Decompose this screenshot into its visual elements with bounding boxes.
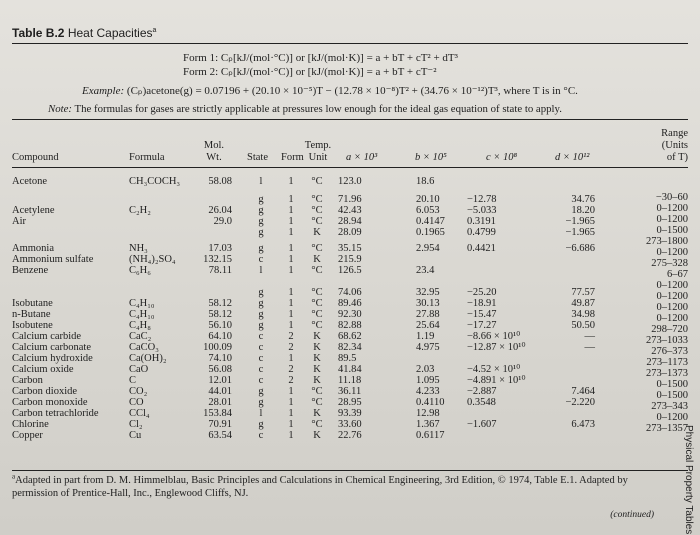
cell-state: c xyxy=(258,342,264,353)
cell-d: 18.20 xyxy=(571,205,595,216)
cell-state: c xyxy=(258,331,264,342)
cell-name: Carbon monoxide xyxy=(12,397,88,408)
header-range-of-t: of T) xyxy=(666,152,688,163)
range-value: 0–1200 xyxy=(656,412,688,423)
cell-mw: 26.04 xyxy=(208,205,232,216)
note-text: The formulas for gases are strictly applicable at pressures low enough for the ideal gas equation of state to apply. xyxy=(74,103,562,115)
cell-name: Isobutene xyxy=(12,320,53,331)
cell-b: 6.053 xyxy=(416,205,440,216)
cell-name: Benzene xyxy=(12,265,49,276)
range-value: −30–60 xyxy=(655,192,688,203)
cell-unit: K xyxy=(313,254,321,265)
cell-unit: °C xyxy=(311,397,323,408)
cell-name: Calcium oxide xyxy=(12,364,74,375)
cell-formula: C₄H₁₀ xyxy=(129,298,155,309)
table-row xyxy=(0,287,700,298)
cell-b: 2.954 xyxy=(416,243,440,254)
cell-name: Acetone xyxy=(12,176,47,187)
cell-form: 1 xyxy=(288,265,294,276)
header-form: Form xyxy=(281,152,304,163)
table-row xyxy=(0,309,700,320)
cell-unit: K xyxy=(313,342,321,353)
table-row xyxy=(0,194,700,205)
range-value: 273–1357 xyxy=(646,423,688,434)
table-row xyxy=(0,419,700,430)
header-unit: Unit xyxy=(308,152,328,163)
cell-unit: K xyxy=(313,375,321,386)
cell-d: −2.220 xyxy=(565,397,595,408)
cell-a: 28.95 xyxy=(338,397,362,408)
cell-c: 0.3548 xyxy=(467,397,496,408)
table-row xyxy=(0,298,700,309)
cell-b: 18.6 xyxy=(416,176,435,187)
cell-form: 1 xyxy=(288,194,294,205)
cell-formula: Cu xyxy=(129,430,142,441)
cell-unit: K xyxy=(313,408,321,419)
cell-b: 12.98 xyxy=(416,408,440,419)
cell-form: 1 xyxy=(288,254,294,265)
cell-b: 30.13 xyxy=(416,298,440,309)
cell-state: g xyxy=(258,194,264,205)
table-row xyxy=(0,227,700,238)
cell-a: 71.96 xyxy=(338,194,362,205)
range-value: 273–1173 xyxy=(646,357,688,368)
cell-unit: K xyxy=(313,227,321,238)
header-wt: Wt. xyxy=(206,152,222,163)
cell-formula: C₄H₈ xyxy=(129,320,151,331)
note-label: Note: xyxy=(48,103,72,115)
cell-d: — xyxy=(584,331,595,342)
cell-a: 28.09 xyxy=(338,227,362,238)
header-state: State xyxy=(247,152,268,163)
cell-d: 6.473 xyxy=(571,419,595,430)
cell-c: −4.891 × 10¹⁰ xyxy=(467,375,526,386)
cell-formula: NH₃ xyxy=(129,243,148,254)
cell-unit: °C xyxy=(311,205,323,216)
header-mol: Mol. xyxy=(203,140,225,151)
cell-b: 0.6117 xyxy=(416,430,445,441)
cell-mw: 70.91 xyxy=(208,419,232,430)
cell-state: l xyxy=(259,265,263,276)
cell-form: 1 xyxy=(288,205,294,216)
cell-a: 126.5 xyxy=(338,265,362,276)
cell-form: 1 xyxy=(288,243,294,254)
cell-formula: (NH₄)₂SO₄ xyxy=(129,254,176,265)
cell-c: 0.3191 xyxy=(467,216,496,227)
cell-form: 1 xyxy=(288,386,294,397)
note xyxy=(48,103,562,115)
cell-unit: °C xyxy=(311,265,323,276)
cell-d: 49.87 xyxy=(571,298,595,309)
top-rule xyxy=(12,43,688,44)
cell-name: Calcium carbide xyxy=(12,331,82,342)
cell-mw: 56.08 xyxy=(208,364,232,375)
range-value: 0–1200 xyxy=(656,291,688,302)
range-value: 6–67 xyxy=(667,269,688,280)
cell-b: 23.4 xyxy=(416,265,435,276)
cell-c: −15.47 xyxy=(467,309,497,320)
cell-state: c xyxy=(258,353,264,364)
cell-mw: 100.09 xyxy=(203,342,232,353)
cell-a: 215.9 xyxy=(338,254,362,265)
cell-mw: 17.03 xyxy=(208,243,232,254)
cell-b: 0.4110 xyxy=(416,397,445,408)
table-row xyxy=(0,331,700,342)
cell-name: Calcium hydroxide xyxy=(12,353,93,364)
cell-formula: C₄H₁₀ xyxy=(129,309,155,320)
cell-name: Copper xyxy=(12,430,43,441)
range-value: 276–373 xyxy=(651,346,688,357)
cell-mw: 153.84 xyxy=(203,408,232,419)
cell-formula: Ca(OH)₂ xyxy=(129,353,167,364)
header-a: a × 10³ xyxy=(346,152,378,163)
cell-unit: K xyxy=(313,353,321,364)
cell-state: g xyxy=(258,320,264,331)
cell-form: 2 xyxy=(288,331,294,342)
header-range-units: (Units xyxy=(661,140,688,151)
cell-state: g xyxy=(258,243,264,254)
cell-formula: C xyxy=(129,375,137,386)
range-value: 0–1200 xyxy=(656,247,688,258)
range-value: 0–1200 xyxy=(656,214,688,225)
range-value: 0–1200 xyxy=(656,280,688,291)
cell-form: 1 xyxy=(288,397,294,408)
cell-formula: CH₃COCH₃ xyxy=(129,176,181,187)
cell-form: 1 xyxy=(288,320,294,331)
cell-d: 34.98 xyxy=(571,309,595,320)
cell-state: c xyxy=(258,430,264,441)
cell-unit: K xyxy=(313,364,321,375)
table-row xyxy=(0,397,700,408)
cell-name: Carbon dioxide xyxy=(12,386,78,397)
cell-form: 1 xyxy=(288,430,294,441)
cell-form: 2 xyxy=(288,342,294,353)
range-value: 275–328 xyxy=(651,258,688,269)
cell-mw: 28.01 xyxy=(208,397,232,408)
cell-d: −6.686 xyxy=(565,243,595,254)
cell-b: 4.233 xyxy=(416,386,440,397)
cell-a: 74.06 xyxy=(338,287,362,298)
cell-form: 1 xyxy=(288,227,294,238)
cell-mw: 58.08 xyxy=(208,176,232,187)
cell-mw: 56.10 xyxy=(208,320,232,331)
cell-c: −18.91 xyxy=(467,298,497,309)
cell-mw: 132.15 xyxy=(203,254,232,265)
table-row xyxy=(0,408,700,419)
cell-formula: CO₂ xyxy=(129,386,148,397)
cell-c: −5.033 xyxy=(467,205,497,216)
range-value: 0–1500 xyxy=(656,225,688,236)
header-formula: Formula xyxy=(129,152,165,163)
table-row xyxy=(0,430,700,441)
cell-state: g xyxy=(258,298,264,309)
cell-a: 123.0 xyxy=(338,176,362,187)
sidebar-section-title: Physical Property Tables xyxy=(683,425,694,535)
cell-a: 33.60 xyxy=(338,419,362,430)
cell-name: Isobutane xyxy=(12,298,53,309)
range-value: 0–1200 xyxy=(656,302,688,313)
cell-name: Ammonia xyxy=(12,243,54,254)
table-row xyxy=(0,353,700,364)
range-value: 0–1500 xyxy=(656,390,688,401)
cell-mw: 74.10 xyxy=(208,353,232,364)
cell-b: 27.88 xyxy=(416,309,440,320)
header-d: d × 10¹² xyxy=(555,152,590,163)
cell-d: −1.965 xyxy=(565,227,595,238)
header-top-rule xyxy=(12,119,688,120)
cell-form: 1 xyxy=(288,216,294,227)
cell-state: l xyxy=(259,408,263,419)
footnote-mark: a xyxy=(12,472,16,481)
cell-state: g xyxy=(258,287,264,298)
cell-c: −4.52 × 10¹⁰ xyxy=(467,364,521,375)
range-value: 298–720 xyxy=(651,324,688,335)
table-row xyxy=(0,243,700,254)
cell-form: 1 xyxy=(288,176,294,187)
cell-state: g xyxy=(258,397,264,408)
cell-b: 1.095 xyxy=(416,375,440,386)
cell-state: g xyxy=(258,227,264,238)
cell-unit: °C xyxy=(311,419,323,430)
cell-b: 32.95 xyxy=(416,287,440,298)
cell-name: Carbon tetrachloride xyxy=(12,408,99,419)
form1-formula: Form 1: Cₚ[kJ/(mol·°C)] or [kJ/(mol·K)] = a + bT + cT² + dT³ xyxy=(183,52,458,64)
cell-a: 41.84 xyxy=(338,364,362,375)
range-value: 273–1033 xyxy=(646,335,688,346)
cell-state: g xyxy=(258,419,264,430)
cell-unit: °C xyxy=(311,216,323,227)
cell-a: 22.76 xyxy=(338,430,362,441)
cell-name: Ammonium sulfate xyxy=(12,254,94,265)
cell-c: −2.887 xyxy=(467,386,497,397)
cell-c: −1.607 xyxy=(467,419,497,430)
cell-formula: C₆H₆ xyxy=(129,265,151,276)
cell-name: Calcium carbonate xyxy=(12,342,92,353)
cell-mw: 29.0 xyxy=(213,216,232,227)
cell-unit: °C xyxy=(311,176,323,187)
cell-d: −1.965 xyxy=(565,216,595,227)
table-row xyxy=(0,265,700,276)
cell-c: 0.4799 xyxy=(467,227,496,238)
table-row xyxy=(0,176,700,187)
cell-form: 2 xyxy=(288,364,294,375)
cell-a: 82.88 xyxy=(338,320,362,331)
cell-unit: °C xyxy=(311,287,323,298)
cell-c: −8.66 × 10¹⁰ xyxy=(467,331,521,342)
cell-d: — xyxy=(584,342,595,353)
cell-unit: °C xyxy=(311,298,323,309)
table-name: Heat Capacities xyxy=(67,26,153,40)
cell-b: 0.1965 xyxy=(416,227,445,238)
table-title-footnote-mark: a xyxy=(152,27,157,34)
header-bottom-rule xyxy=(12,167,688,168)
cell-name: n-Butane xyxy=(12,309,51,320)
example-formula xyxy=(82,84,578,97)
cell-state: g xyxy=(258,216,264,227)
cell-state: l xyxy=(259,176,263,187)
cell-form: 1 xyxy=(288,287,294,298)
bottom-rule xyxy=(12,470,688,471)
header-temp: Temp. xyxy=(304,140,332,151)
cell-mw: 12.01 xyxy=(208,375,232,386)
cell-state: g xyxy=(258,386,264,397)
header-range: Range xyxy=(661,128,688,139)
cell-c: 0.4421 xyxy=(467,243,496,254)
cell-state: c xyxy=(258,375,264,386)
cell-d: 34.76 xyxy=(571,194,595,205)
cell-mw: 44.01 xyxy=(208,386,232,397)
range-value: 0–1500 xyxy=(656,379,688,390)
table-number: Table B.2 xyxy=(12,26,65,40)
cell-formula: CaCO₃ xyxy=(129,342,159,353)
cell-mw: 78.11 xyxy=(208,265,232,276)
header-c: c × 10⁸ xyxy=(486,152,518,163)
cell-formula: C₂H₂ xyxy=(129,205,151,216)
cell-a: 89.46 xyxy=(338,298,362,309)
header-b: b × 10⁵ xyxy=(415,152,447,163)
cell-form: 1 xyxy=(288,408,294,419)
table-row xyxy=(0,364,700,375)
cell-d: 77.57 xyxy=(571,287,595,298)
cell-form: 2 xyxy=(288,375,294,386)
cell-name: Acetylene xyxy=(12,205,55,216)
cell-mw: 64.10 xyxy=(208,331,232,342)
form2-formula: Form 2: Cₚ[kJ/(mol·°C)] or [kJ/(mol·K)] = a + bT + cT⁻² xyxy=(183,66,437,78)
range-value: 273–1800 xyxy=(646,236,688,247)
footnote-text: Adapted in part from D. M. Himmelblau, Basic Principles and Calculations in Chemical Engineering, 3rd Edition, © 1974, Table E.1. Adapted by permission of Prentice-Hall, Inc., Englewood Cliffs, NJ. xyxy=(12,475,628,499)
cell-unit: K xyxy=(313,430,321,441)
cell-name: Carbon xyxy=(12,375,43,386)
table-row xyxy=(0,342,700,353)
cell-formula: CCl₄ xyxy=(129,408,150,419)
cell-state: c xyxy=(258,364,264,375)
cell-c: −12.87 × 10¹⁰ xyxy=(467,342,526,353)
cell-form: 1 xyxy=(288,353,294,364)
table-row xyxy=(0,216,700,227)
table-title xyxy=(12,26,156,40)
cell-b: 4.975 xyxy=(416,342,440,353)
cell-a: 93.39 xyxy=(338,408,362,419)
cell-form: 1 xyxy=(288,419,294,430)
cell-unit: °C xyxy=(311,194,323,205)
cell-formula: CaO xyxy=(129,364,149,375)
cell-b: 1.367 xyxy=(416,419,440,430)
cell-b: 20.10 xyxy=(416,194,440,205)
range-value: 273–343 xyxy=(651,401,688,412)
cell-form: 1 xyxy=(288,298,294,309)
cell-unit: K xyxy=(313,331,321,342)
cell-c: −12.78 xyxy=(467,194,497,205)
continued-label: (continued) xyxy=(610,510,654,520)
cell-formula: CaC₂ xyxy=(129,331,152,342)
cell-name: Chlorine xyxy=(12,419,49,430)
cell-mw: 58.12 xyxy=(208,309,232,320)
cell-d: 7.464 xyxy=(571,386,595,397)
cell-mw: 63.54 xyxy=(208,430,232,441)
table-row xyxy=(0,375,700,386)
table-row xyxy=(0,386,700,397)
cell-c: −25.20 xyxy=(467,287,497,298)
cell-a: 42.43 xyxy=(338,205,362,216)
cell-mw: 58.12 xyxy=(208,298,232,309)
cell-a: 35.15 xyxy=(338,243,362,254)
range-value: 273–1373 xyxy=(646,368,688,379)
cell-unit: °C xyxy=(311,320,323,331)
cell-a: 36.11 xyxy=(338,386,362,397)
cell-unit: °C xyxy=(311,309,323,320)
cell-unit: °C xyxy=(311,243,323,254)
example-label: Example: xyxy=(82,85,125,97)
cell-unit: °C xyxy=(311,386,323,397)
table-row xyxy=(0,320,700,331)
cell-name: Air xyxy=(12,216,26,227)
table-row xyxy=(0,205,700,216)
cell-b: 25.64 xyxy=(416,320,440,331)
cell-state: g xyxy=(258,309,264,320)
range-value: 0–1200 xyxy=(656,313,688,324)
cell-b: 2.03 xyxy=(416,364,435,375)
example-text: (Cₚ)acetone(g) = 0.07196 + (20.10 × 10⁻⁵)T − (12.78 × 10⁻⁸)T² + (34.76 × 10⁻¹²)T³, where T is in °C. xyxy=(126,85,578,97)
cell-b: 1.19 xyxy=(416,331,435,342)
cell-form: 1 xyxy=(288,309,294,320)
cell-b: 0.4147 xyxy=(416,216,445,227)
table-row xyxy=(0,254,700,265)
header-compound: Compound xyxy=(12,152,59,163)
cell-a: 89.5 xyxy=(338,353,357,364)
cell-a: 68.62 xyxy=(338,331,362,342)
range-value: 0–1200 xyxy=(656,203,688,214)
footnote xyxy=(12,474,662,500)
cell-state: g xyxy=(258,205,264,216)
cell-c: −17.27 xyxy=(467,320,497,331)
cell-a: 28.94 xyxy=(338,216,362,227)
cell-a: 82.34 xyxy=(338,342,362,353)
cell-a: 92.30 xyxy=(338,309,362,320)
cell-formula: CO xyxy=(129,397,144,408)
cell-formula: Cl₂ xyxy=(129,419,143,430)
cell-d: 50.50 xyxy=(571,320,595,331)
cell-state: c xyxy=(258,254,264,265)
cell-a: 11.18 xyxy=(338,375,362,386)
